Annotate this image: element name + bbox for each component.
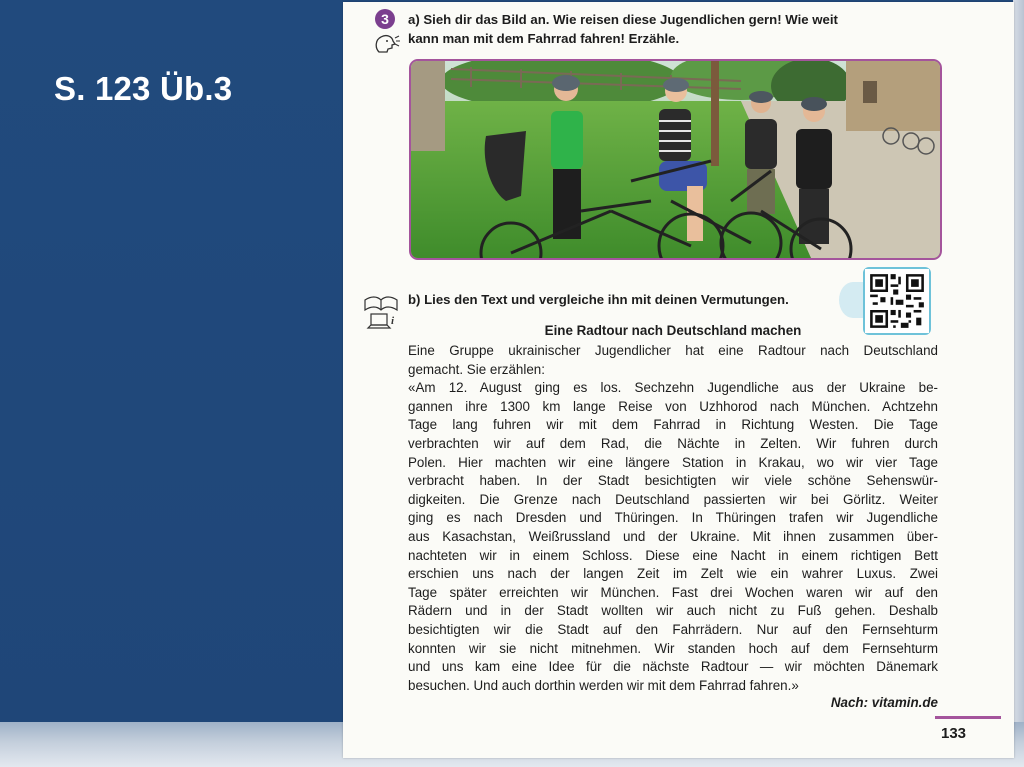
- cyclists-photo: [409, 59, 942, 260]
- text-line: aus Kasachstan, Weißrussland und der Ukraine. Mit ihnen zusammen über-: [408, 528, 938, 544]
- textbook-page: [343, 2, 1014, 758]
- source-credit: Nach: vitamin.de: [830, 695, 938, 710]
- text-line: konnten wir sie nicht mitnehmen. Wir standen hoch auf dem Fernsehturm: [408, 640, 938, 656]
- reading-text: [408, 342, 938, 695]
- page-number-rule: [935, 716, 1001, 719]
- text-line: gannen ihre 1300 km lange Reise von Uzhhorod nach München. Achtzehn: [408, 398, 938, 414]
- text-line: digkeiten. Die Grenze nach Deutschland passierten wir bei Görlitz. Weiter: [408, 491, 938, 507]
- svg-text:i: i: [391, 315, 395, 327]
- text-title: Eine Radtour nach Deutschland machen: [544, 323, 802, 338]
- text-line: Tage lang fuhren wir mit dem Fahrrad in Richtung Westen. Die Tage: [408, 417, 938, 433]
- text-line: «Am 12. August ging es los. Sechzehn Jugendliche aus der Ukraine be-: [408, 380, 938, 396]
- text-line: nachteten wir in einem Schloss. Diese eine Nacht in einem richtigen Bett: [408, 547, 938, 563]
- text-line: Tage später erreichten wir München. Fast drei Wochen waren wir auf den: [408, 584, 938, 600]
- book-icon: [363, 290, 399, 332]
- text-line: Eine Gruppe ukrainischer Jugendlicher hat eine Radtour nach Deutschland: [408, 343, 938, 358]
- slide-background: [0, 0, 345, 767]
- text-line: besuchen. Und auch dorthin werden wir mit dem Fahrrad fahren.»: [408, 677, 799, 693]
- text-line: verbrachten wir auf dem Rad, die Nächte in Zelten. Wir fuhren durch: [408, 435, 938, 451]
- text-line: gemacht. Sie erzählen:: [408, 361, 545, 377]
- text-line: Polen. Hier machten wir eine längere Station in Krakau, wo wir vier Tage: [408, 454, 938, 470]
- text-line: ging es nach Dresden und Thüringen. In Thüringen trafen wir Jugendliche: [408, 510, 938, 526]
- text-line: besichtigten wir die Stadt auf den Fahrrädern. Nur auf den Fernsehturm: [408, 621, 938, 637]
- text-line: verbracht haben. In der Stadt besichtigten wir viele schöne Sehenswür-: [408, 473, 938, 489]
- text-line: erschien uns nach der langen Zeit im Zelt wie ein wahrer Luxus. Zwei: [408, 566, 938, 582]
- slide-title: S. 123 Üb.3: [54, 70, 233, 107]
- speaking-head-icon: [373, 32, 401, 54]
- page-number: 133: [941, 725, 967, 742]
- task-a-line-1: a) Sieh dir das Bild an. Wie reisen diese Jugendlichen gern! Wie weit: [408, 12, 838, 27]
- slide-right-edge: [1013, 0, 1024, 767]
- text-line: und uns kam eine Idee für die nächste Radtour — wir möchten Dänemark: [408, 659, 938, 675]
- task-a: [408, 10, 948, 48]
- exercise-number-badge: 3: [375, 9, 395, 29]
- text-line: Rädern und in der Stadt wollten wir auch nicht zu Fuß gehen. Deshalb: [408, 603, 938, 619]
- task-a-line-2: kann man mit dem Fahrrad fahren! Erzähle.: [408, 31, 680, 46]
- task-b: b) Lies den Text und vergleiche ihn mit deinen Vermutungen.: [408, 292, 789, 307]
